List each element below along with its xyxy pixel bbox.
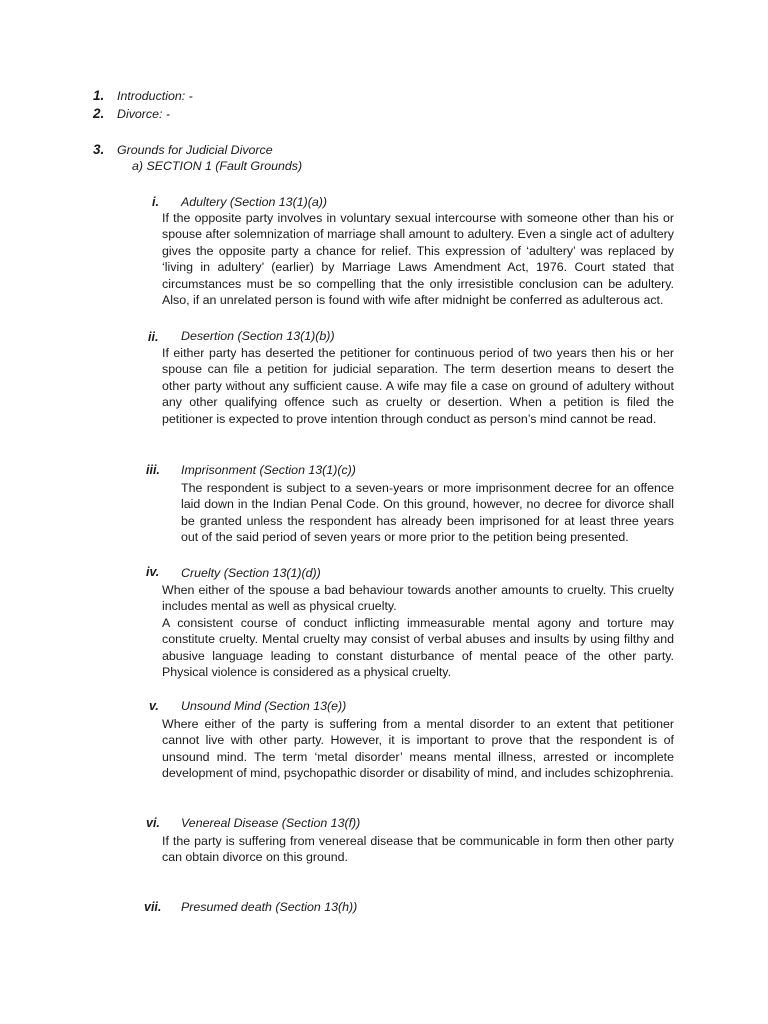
ground-body-imprisonment: The respondent is subject to a seven-years or more imprisonment decree for an offence laid down in the Indian Penal Code. On this ground, however, no decree for divorce shall be granted unless the respondent has already been imprisoned for at least three years out of the said period of seven years or more prior to the petition being presented. — [181, 481, 674, 545]
ground-heading-desertion: Desertion (Section 13(1)(b)) — [181, 329, 335, 343]
ground-body-adultery: If the opposite party involves in voluntary sexual intercourse with someone other than his or spouse after solemnization of marriage shall amount to adultery. Even a single act of adultery gives the opposite party a chance for relief. This expression of ‘adultery’ was replaced by ‘living in adultery’ (earlier) by Marriage Laws Amendment Act, 1976. Court stated that circumstances must be so compelling that the only irresistible conclusion can be adultery. Also, if an unrelated person is found with wife after midnight be conferred as adulterous act. — [162, 211, 674, 308]
item-number-1: 1. — [93, 88, 105, 103]
ground-heading-venereal-disease: Venereal Disease (Section 13(f)) — [181, 816, 361, 830]
ground-numeral-vi: vi. — [146, 816, 160, 830]
ground-numeral-iv: iv. — [146, 565, 160, 579]
item-number-2: 2. — [93, 106, 105, 121]
ground-body-venereal-disease: If the party is suffering from venereal disease that be communicable in form then other party can obtain divorce on this ground. — [162, 834, 674, 865]
ground-heading-adultery: Adultery (Section 13(1)(a)) — [181, 195, 327, 209]
section-heading: a) SECTION 1 (Fault Grounds) — [132, 159, 303, 173]
ground-body-unsound-mind: Where either of the party is suffering from a mental disorder to an extent that petitioner cannot live with other party. However, it is important to prove that the respondent is of unsound mind. The term ‘metal disorder’ means mental illness, arrested or incomplete development of mind, psychopathic disorder or disability of mind, and includes schizophrenia. — [162, 717, 674, 781]
ground-heading-imprisonment: Imprisonment (Section 13(1)(c)) — [181, 463, 356, 477]
ground-numeral-iii: iii. — [146, 463, 160, 477]
item-title-divorce: Divorce: - — [117, 107, 171, 121]
item-number-3: 3. — [93, 142, 105, 157]
ground-numeral-i: i. — [152, 195, 159, 209]
ground-numeral-ii: ii. — [148, 330, 159, 344]
ground-body-cruelty: When either of the spouse a bad behaviour towards another amounts to cruelty. This cruelty includes mental as well as physical cruelty. A consistent course of conduct inflicting immeasurable mental agony and torture may constitute cruelty. Mental cruelty may consist of verbal abuses and insults by using filthy and abusive language leading to constant disturbance of mental peace of the other party. Physical violence is considered as a physical cruelty. — [162, 583, 674, 680]
ground-heading-unsound-mind: Unsound Mind (Section 13(e)) — [181, 699, 347, 713]
ground-numeral-v: v. — [149, 699, 159, 713]
ground-heading-cruelty: Cruelty (Section 13(1)(d)) — [181, 566, 321, 580]
item-title-introduction: Introduction: - — [117, 89, 193, 103]
ground-heading-presumed-death: Presumed death (Section 13(h)) — [181, 900, 358, 914]
ground-body-desertion: If either party has deserted the petitioner for continuous period of two years then his or her spouse can file a petition for judicial separation. The term desertion means to desert the other party without any sufficient cause. A wife may file a case on ground of adultery without any other qualifying offence such as cruelty or desertion. When a petition is filed the petitioner is expected to prove intention through conduct as person’s mind cannot be read. — [162, 346, 674, 426]
ground-numeral-vii: vii. — [144, 900, 162, 914]
item-title-grounds: Grounds for Judicial Divorce — [117, 143, 273, 157]
